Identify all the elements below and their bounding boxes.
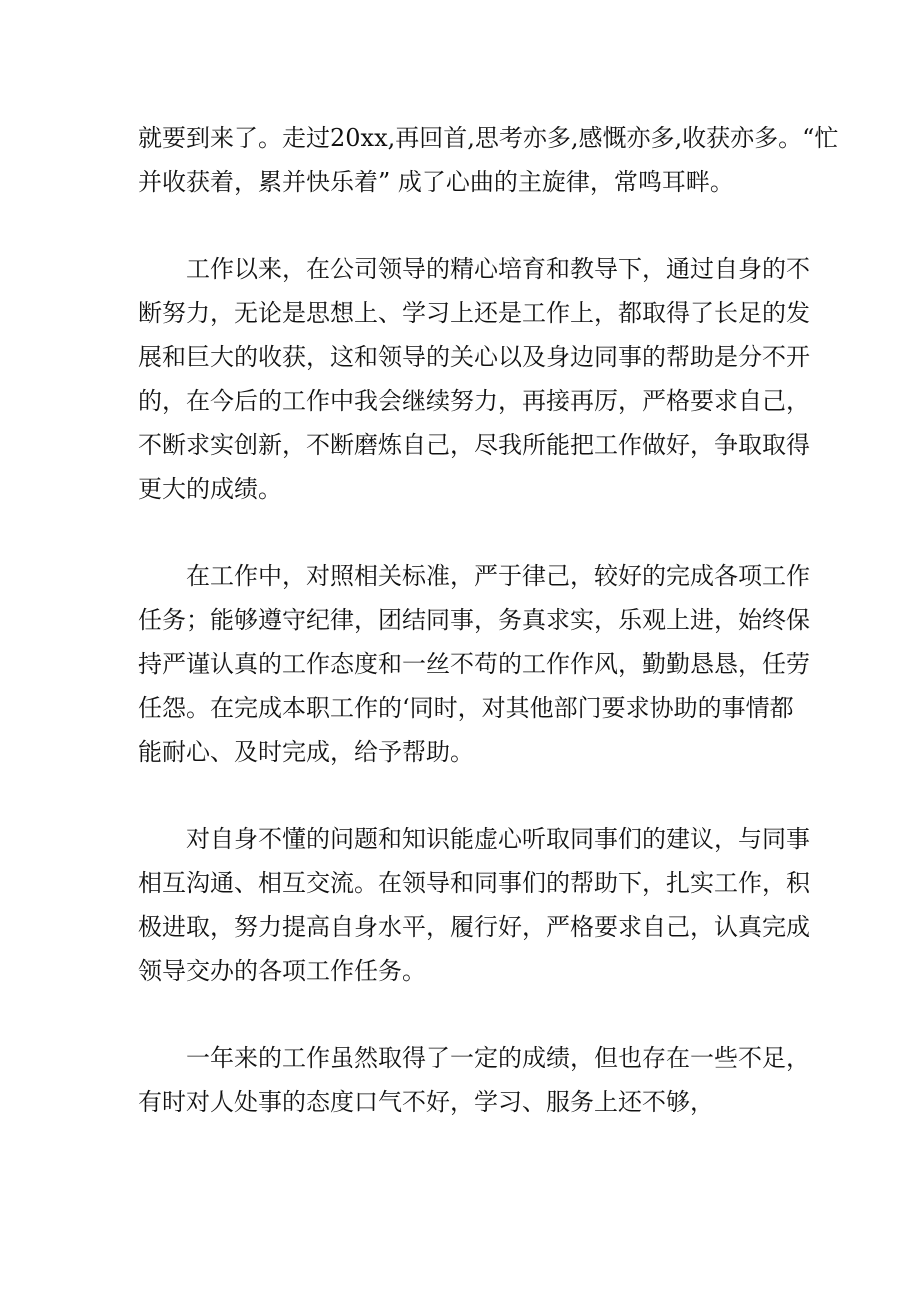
paragraph-line: 断努力，无论是思想上、学习上还是工作上，都取得了长足的发 [138,299,810,327]
paragraph-line: 持严谨认真的工作态度和一丝不苟的工作作风，勤勤恳恳，任劳 [138,650,810,678]
paragraph-line: 工作以来，在公司领导的精心培育和教导下，通过自身的不 [186,255,810,283]
paragraph-line: 极进取，努力提高自身水平，履行好，严格要求自己，认真完成 [138,913,810,941]
paragraph-line: 就要到来了。走过20xx,再回首,思考亦多,感慨亦多,收获亦多。“忙 [138,124,839,152]
paragraph-3 [138,554,810,774]
paragraph-line: 任务；能够遵守纪律，团结同事，务真求实，乐观上进，始终保 [138,606,810,634]
paragraph-line: 展和巨大的收获，这和领导的关心以及身边同事的帮助是分不开 [138,343,810,371]
paragraph-line: 一年来的工作虽然取得了一定的成绩，但也存在一些不足， [186,1044,810,1072]
paragraph-line: 不断求实创新，不断磨炼自己，尽我所能把工作做好，争取取得 [138,431,810,459]
paragraph-5 [138,1036,810,1124]
paragraph-line: 能耐心、及时完成，给予帮助。 [138,738,474,766]
document-body [138,116,839,1167]
paragraph-1 [138,116,839,204]
paragraph-2 [138,247,810,511]
paragraph-line: 在工作中，对照相关标准，严于律己，较好的完成各项工作 [186,562,810,590]
paragraph-line: 并收获着，累并快乐着” 成了心曲的主旋律，常鸣耳畔。 [138,168,734,196]
paragraph-4 [138,817,810,993]
paragraph-line: 的，在今后的工作中我会继续努力，再接再厉，严格要求自己， [138,387,810,415]
paragraph-line: 有时对人处事的态度口气不好，学习、服务上还不够， [138,1088,714,1116]
paragraph-line: 领导交办的各项工作任务。 [138,957,426,985]
paragraph-line: 任怨。在完成本职工作的‘同时，对其他部门要求协助的事情都 [138,694,794,722]
paragraph-line: 相互沟通、相互交流。在领导和同事们的帮助下，扎实工作，积 [138,869,810,897]
paragraph-line: 更大的成绩。 [138,475,282,503]
paragraph-line: 对自身不懂的问题和知识能虚心听取同事们的建议，与同事 [186,825,810,853]
